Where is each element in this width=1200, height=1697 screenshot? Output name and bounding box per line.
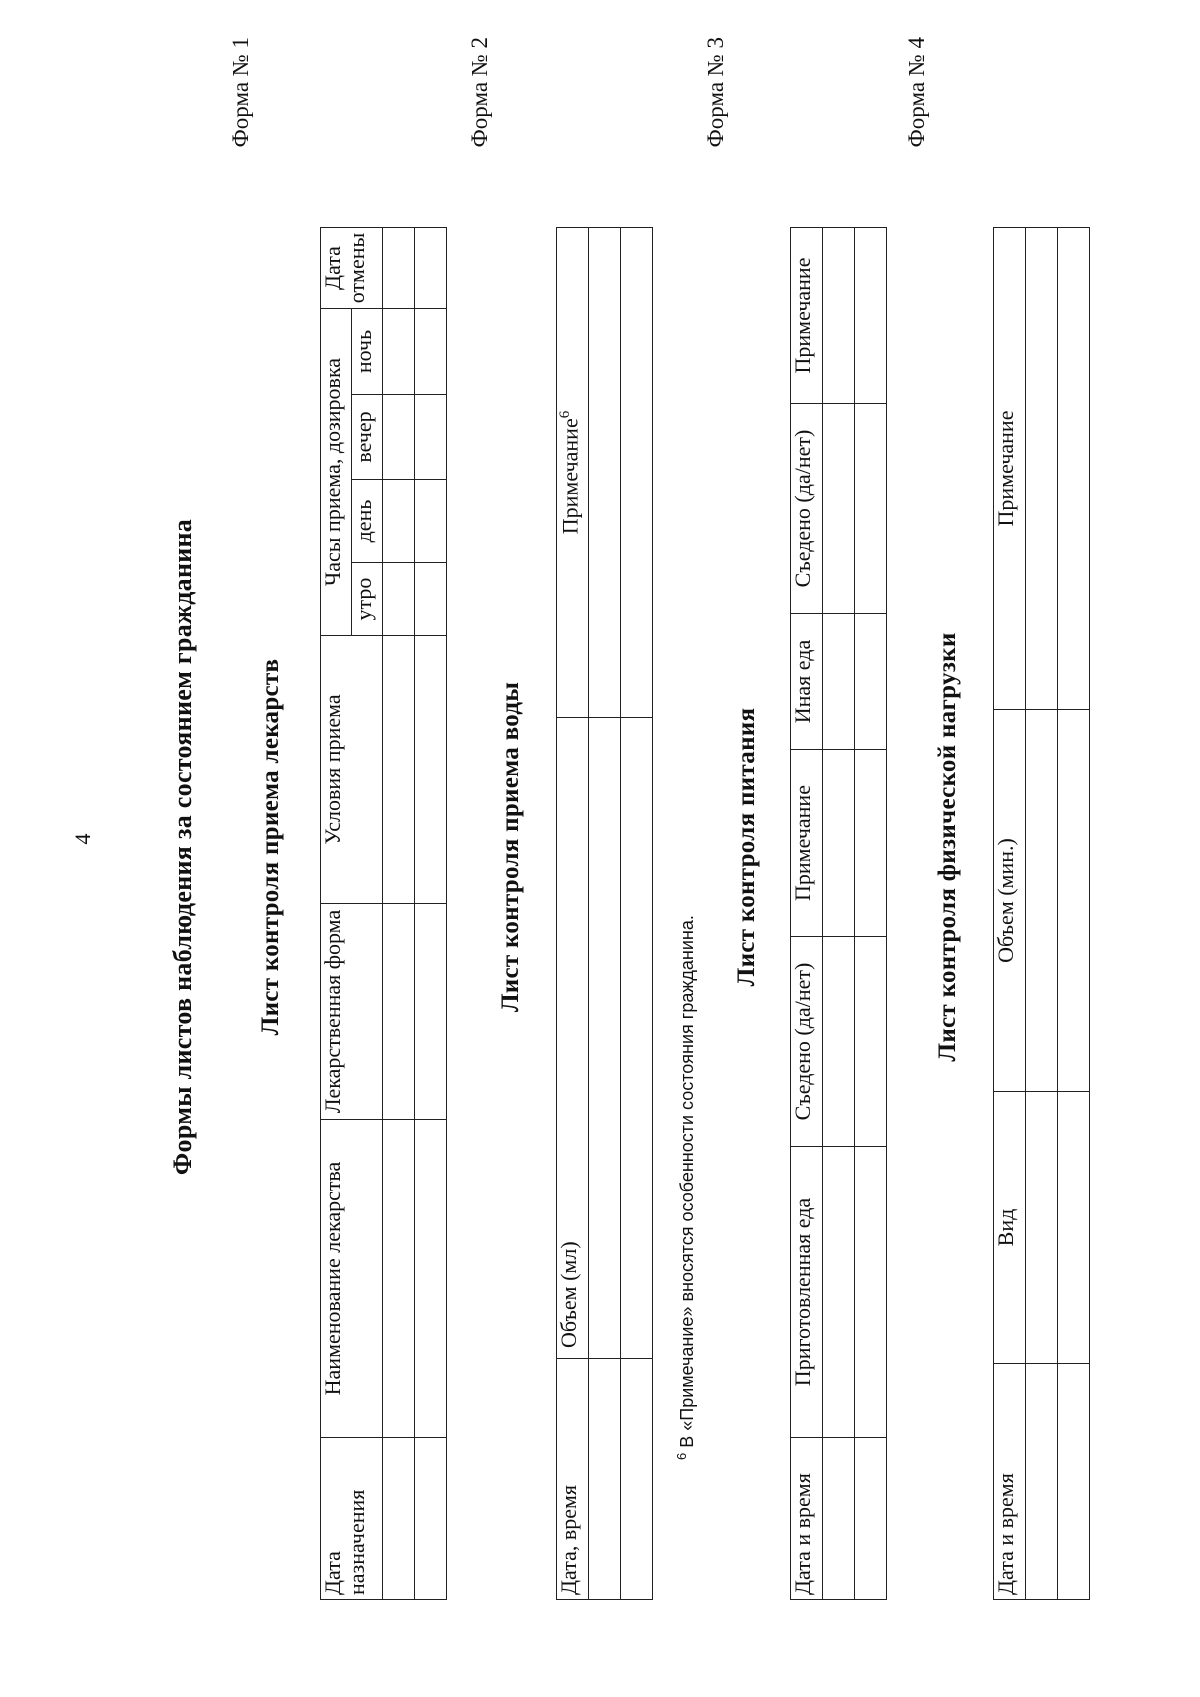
header-day: день <box>352 480 383 563</box>
header-hours-dosage: Часы приема, дозировка <box>321 309 352 636</box>
header-night: ночь <box>352 309 383 395</box>
header-date-assigned: Дата назначения <box>321 1438 383 1600</box>
form1-title: Лист контроля приема лекарств <box>257 658 284 1036</box>
header-evening: вечер <box>352 395 383 480</box>
table-row <box>1058 228 1090 1600</box>
header-volume-ml: Объем (мл) <box>557 718 589 1359</box>
form1-table <box>320 227 447 1600</box>
table-row <box>1026 228 1058 1600</box>
table-row <box>855 228 887 1600</box>
header-type: Вид <box>994 1092 1026 1364</box>
table-row <box>823 228 855 1600</box>
header-note: Примечание <box>791 750 823 937</box>
form4-title: Лист контроля физической нагрузки <box>934 632 961 1062</box>
header-datetime: Дата и время <box>791 1438 823 1600</box>
footnote: $^6$ В «Примечание» вносятся особенности состояния гражданина. <box>674 915 697 1460</box>
header-volume-min: Объем (мин.) <box>994 710 1026 1092</box>
header-morning: утро <box>352 563 383 636</box>
header-datetime: Дата, время <box>557 1359 589 1600</box>
form2-title: Лист контроля приема воды <box>497 681 524 1013</box>
header-datetime: Дата и время <box>994 1364 1026 1600</box>
table-row <box>415 228 447 1600</box>
page-number: 4 <box>70 833 95 845</box>
header-eaten: Съедено (да/нет) <box>791 937 823 1147</box>
form1-label: Форма № 1 <box>228 37 253 148</box>
table-row <box>383 228 415 1600</box>
header-note: Примечание <box>994 228 1026 710</box>
header-conditions: Условия приема <box>321 636 383 904</box>
form3-title: Лист контроля питания <box>733 707 760 987</box>
header-dosage-form: Лекарственная форма <box>321 904 383 1120</box>
page-title: Формы листов наблюдения за состоянием гражданина <box>168 518 197 1176</box>
form4-label: Форма № 4 <box>904 37 929 148</box>
header-other-food: Иная еда <box>791 614 823 750</box>
header-eaten-other: Съедено (да/нет) <box>791 404 823 614</box>
header-cooked-food: Приготовленная еда <box>791 1147 823 1438</box>
form4-table <box>993 227 1090 1600</box>
form2-table <box>556 227 653 1600</box>
header-drug-name: Наименование лекарства <box>321 1120 383 1438</box>
table-row <box>589 228 621 1600</box>
form2-label: Форма № 2 <box>467 37 492 148</box>
form3-table <box>790 227 887 1600</box>
form3-label: Форма № 3 <box>703 37 728 148</box>
table-row <box>621 228 653 1600</box>
header-note-other: Примечание <box>791 228 823 404</box>
header-date-cancel: Дата отмены <box>321 228 383 309</box>
header-note: Примечание$^6$ <box>557 228 589 718</box>
